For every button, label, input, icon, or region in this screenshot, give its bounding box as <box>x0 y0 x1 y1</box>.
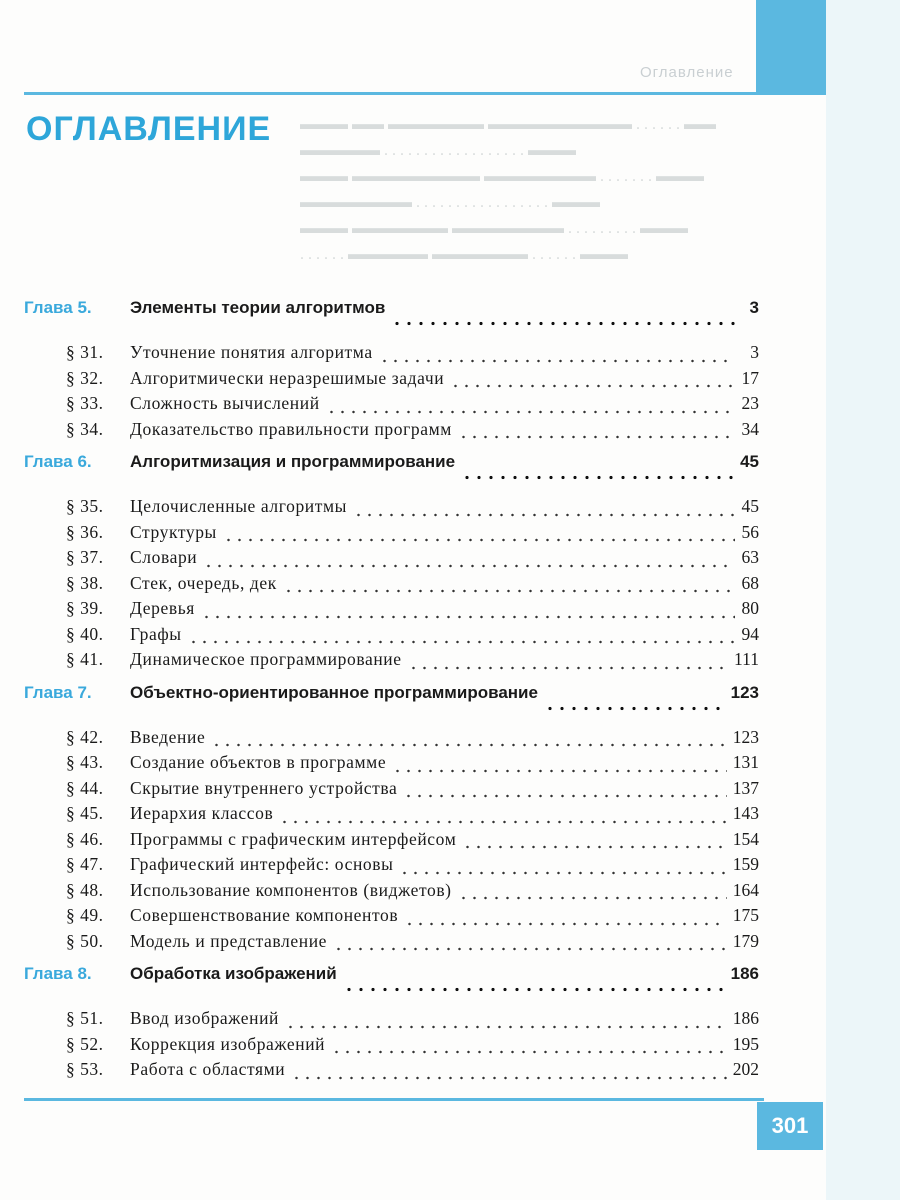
section-page: 195 <box>732 1033 759 1054</box>
page-edge-band <box>826 0 900 1200</box>
chapter-page: 186 <box>730 964 759 983</box>
chapter-title: Элементы теории алгоритмов <box>130 298 386 317</box>
header-tab <box>756 0 826 95</box>
chapter-title: Обработка изображений <box>130 964 337 983</box>
dot-leader <box>399 867 726 875</box>
chapter-spacer <box>24 715 759 727</box>
dot-leader <box>343 983 725 992</box>
chapter-label: Глава 7. <box>24 682 92 702</box>
section-row[interactable] <box>24 752 759 778</box>
dot-leader <box>223 534 735 542</box>
section-row[interactable] <box>24 368 759 394</box>
section-row[interactable] <box>24 1059 759 1085</box>
section-number: § 36. <box>66 521 104 542</box>
chapter-label: Глава 8. <box>24 964 92 983</box>
chapter-row[interactable] <box>24 964 759 996</box>
section-title: Структуры <box>130 521 217 542</box>
section-row[interactable] <box>24 931 759 957</box>
section-row[interactable] <box>24 778 759 804</box>
section-page: 23 <box>741 393 759 413</box>
section-title: Модель и представление <box>130 930 328 951</box>
section-number: § 39. <box>66 598 104 618</box>
section-row[interactable] <box>24 342 759 368</box>
section-row[interactable] <box>24 880 759 906</box>
section-row[interactable] <box>24 598 759 624</box>
section-title: Коррекция изображений <box>130 1033 326 1054</box>
running-head: Оглавление <box>640 64 734 81</box>
section-row[interactable] <box>24 393 759 419</box>
chapter-row[interactable] <box>24 298 759 330</box>
section-number: § 35. <box>66 496 104 516</box>
dot-leader <box>201 611 735 619</box>
bottom-rule <box>24 1098 764 1101</box>
section-number: § 53. <box>66 1059 104 1079</box>
section-title: Создание объектов в программе <box>130 752 387 772</box>
section-number: § 45. <box>66 803 104 823</box>
table-of-contents <box>24 298 759 1085</box>
dot-leader <box>283 585 735 593</box>
dot-leader <box>285 1021 727 1029</box>
section-title: Деревья <box>130 598 195 618</box>
chapter-page: 3 <box>749 298 759 317</box>
section-row[interactable] <box>24 496 759 522</box>
section-row[interactable] <box>24 727 759 753</box>
chapter-label: Глава 5. <box>24 298 92 317</box>
chapter-label: Глава 6. <box>24 452 92 471</box>
section-page: 159 <box>732 854 759 874</box>
section-title: Динамическое программирование <box>130 649 402 669</box>
section-page: 131 <box>732 752 759 772</box>
section-title: Программы с графическим интерфейсом <box>130 828 457 849</box>
section-title: Доказательство правильности программ <box>130 418 452 439</box>
section-page: 179 <box>732 930 759 951</box>
section-number: § 50. <box>66 930 104 951</box>
page-number: 301 <box>757 1102 823 1150</box>
dot-leader <box>333 943 727 951</box>
top-rule <box>24 92 758 95</box>
section-row[interactable] <box>24 905 759 931</box>
section-page: 80 <box>741 598 759 618</box>
section-page: 164 <box>732 879 759 900</box>
dot-leader <box>544 702 725 711</box>
section-number: § 44. <box>66 777 104 798</box>
section-number: § 48. <box>66 879 104 900</box>
section-title: Сложность вычислений <box>130 393 320 413</box>
section-page: 202 <box>732 1059 759 1079</box>
section-row[interactable] <box>24 829 759 855</box>
chapter-row[interactable] <box>24 452 759 484</box>
section-page: 3 <box>750 342 759 362</box>
chapter-row[interactable] <box>24 683 759 715</box>
chapter-title: Объектно-ориентированное программирование <box>130 682 538 702</box>
section-row[interactable] <box>24 1034 759 1060</box>
dot-leader <box>291 1072 726 1080</box>
section-number: § 52. <box>66 1033 104 1054</box>
section-number: § 40. <box>66 623 104 644</box>
section-title: Словари <box>130 547 198 567</box>
section-title: Введение <box>130 726 206 747</box>
section-row[interactable] <box>24 573 759 599</box>
dot-leader <box>203 560 735 568</box>
dot-leader <box>188 636 735 644</box>
section-row[interactable] <box>24 854 759 880</box>
chapter-spacer <box>24 484 759 496</box>
chapter-page: 123 <box>730 682 759 702</box>
dot-leader <box>279 816 726 824</box>
dot-leader <box>391 317 735 326</box>
section-page: 175 <box>732 905 759 925</box>
section-title: Алгоритмически неразрешимые задачи <box>130 367 445 388</box>
dot-leader <box>462 841 726 849</box>
section-row[interactable] <box>24 522 759 548</box>
chapter-page: 45 <box>740 452 759 471</box>
section-number: § 32. <box>66 367 104 388</box>
section-title: Совершенствование компонентов <box>130 905 399 925</box>
dot-leader <box>392 765 727 773</box>
show-through: ▬▬▬ ▬▬ ▬▬▬▬▬▬ ▬▬▬▬▬▬▬▬▬ . . . . . . ▬▬ ▬▬▬▬▬ . . . . . . . . . . . . . . . . . . ▬▬▬ ▬▬▬ ▬▬▬▬▬▬▬▬ ▬▬▬▬▬▬▬ . . . . . . . ▬▬▬ ▬▬▬▬▬▬▬ . . . . . . . . . . . . . . . . . ▬▬▬ ▬▬▬ ▬▬▬▬▬▬ ▬▬▬▬▬▬▬ . . . . . . . . . ▬▬▬ . . . . . . ▬▬▬▬▬ ▬▬▬▬▬▬ . . . . . . ▬▬▬ <box>300 116 716 263</box>
section-title: Целочисленные алгоритмы <box>130 496 348 516</box>
dot-leader <box>331 1046 727 1054</box>
section-page: 123 <box>732 726 759 747</box>
section-title: Скрытие внутреннего устройства <box>130 777 398 798</box>
dot-leader <box>379 355 735 363</box>
section-number: § 42. <box>66 726 104 747</box>
section-number: § 33. <box>66 393 104 413</box>
section-title: Использование компонентов (виджетов) <box>130 879 452 900</box>
section-page: 63 <box>741 547 759 567</box>
dot-leader <box>404 918 727 926</box>
section-page: 56 <box>741 521 759 542</box>
dot-leader <box>353 509 735 517</box>
section-number: § 37. <box>66 547 104 567</box>
section-page: 68 <box>741 572 759 593</box>
section-row[interactable] <box>24 419 759 445</box>
section-number: § 41. <box>66 649 104 669</box>
section-number: § 51. <box>66 1008 104 1028</box>
section-title: Иерархия классов <box>130 803 274 823</box>
dot-leader <box>458 892 727 900</box>
chapter-title: Алгоритмизация и программирование <box>130 452 456 471</box>
section-page: 154 <box>732 828 759 849</box>
dot-leader <box>461 471 734 480</box>
section-page: 137 <box>732 777 759 798</box>
section-row[interactable] <box>24 803 759 829</box>
section-number: § 47. <box>66 854 104 874</box>
section-page: 143 <box>732 803 759 823</box>
dot-leader <box>326 406 735 414</box>
dot-leader <box>211 739 726 747</box>
section-number: § 49. <box>66 905 104 925</box>
section-title: Ввод изображений <box>130 1008 280 1028</box>
chapter-spacer <box>24 330 759 342</box>
section-number: § 46. <box>66 828 104 849</box>
section-title: Графический интерфейс: основы <box>130 854 394 874</box>
section-row[interactable] <box>24 547 759 573</box>
section-number: § 43. <box>66 752 104 772</box>
section-title: Работа с областями <box>130 1059 286 1079</box>
section-title: Уточнение понятия алгоритма <box>130 342 373 362</box>
section-title: Стек, очередь, дек <box>130 572 277 593</box>
section-row[interactable] <box>24 624 759 650</box>
section-number: § 34. <box>66 418 104 439</box>
dot-leader <box>458 431 735 439</box>
dot-leader <box>408 662 728 670</box>
section-row[interactable] <box>24 1008 759 1034</box>
section-row[interactable] <box>24 649 759 675</box>
section-page: 186 <box>732 1008 759 1028</box>
section-number: § 38. <box>66 572 104 593</box>
section-page: 94 <box>741 623 759 644</box>
section-page: 45 <box>741 496 759 516</box>
dot-leader <box>403 790 726 798</box>
page-title: ОГЛАВЛЕНИЕ <box>26 110 272 148</box>
section-page: 34 <box>741 418 759 439</box>
section-title: Графы <box>130 623 182 644</box>
section-number: § 31. <box>66 342 104 362</box>
section-page: 17 <box>741 367 759 388</box>
chapter-spacer <box>24 996 759 1008</box>
section-page: 111 <box>734 649 759 669</box>
dot-leader <box>450 380 735 388</box>
